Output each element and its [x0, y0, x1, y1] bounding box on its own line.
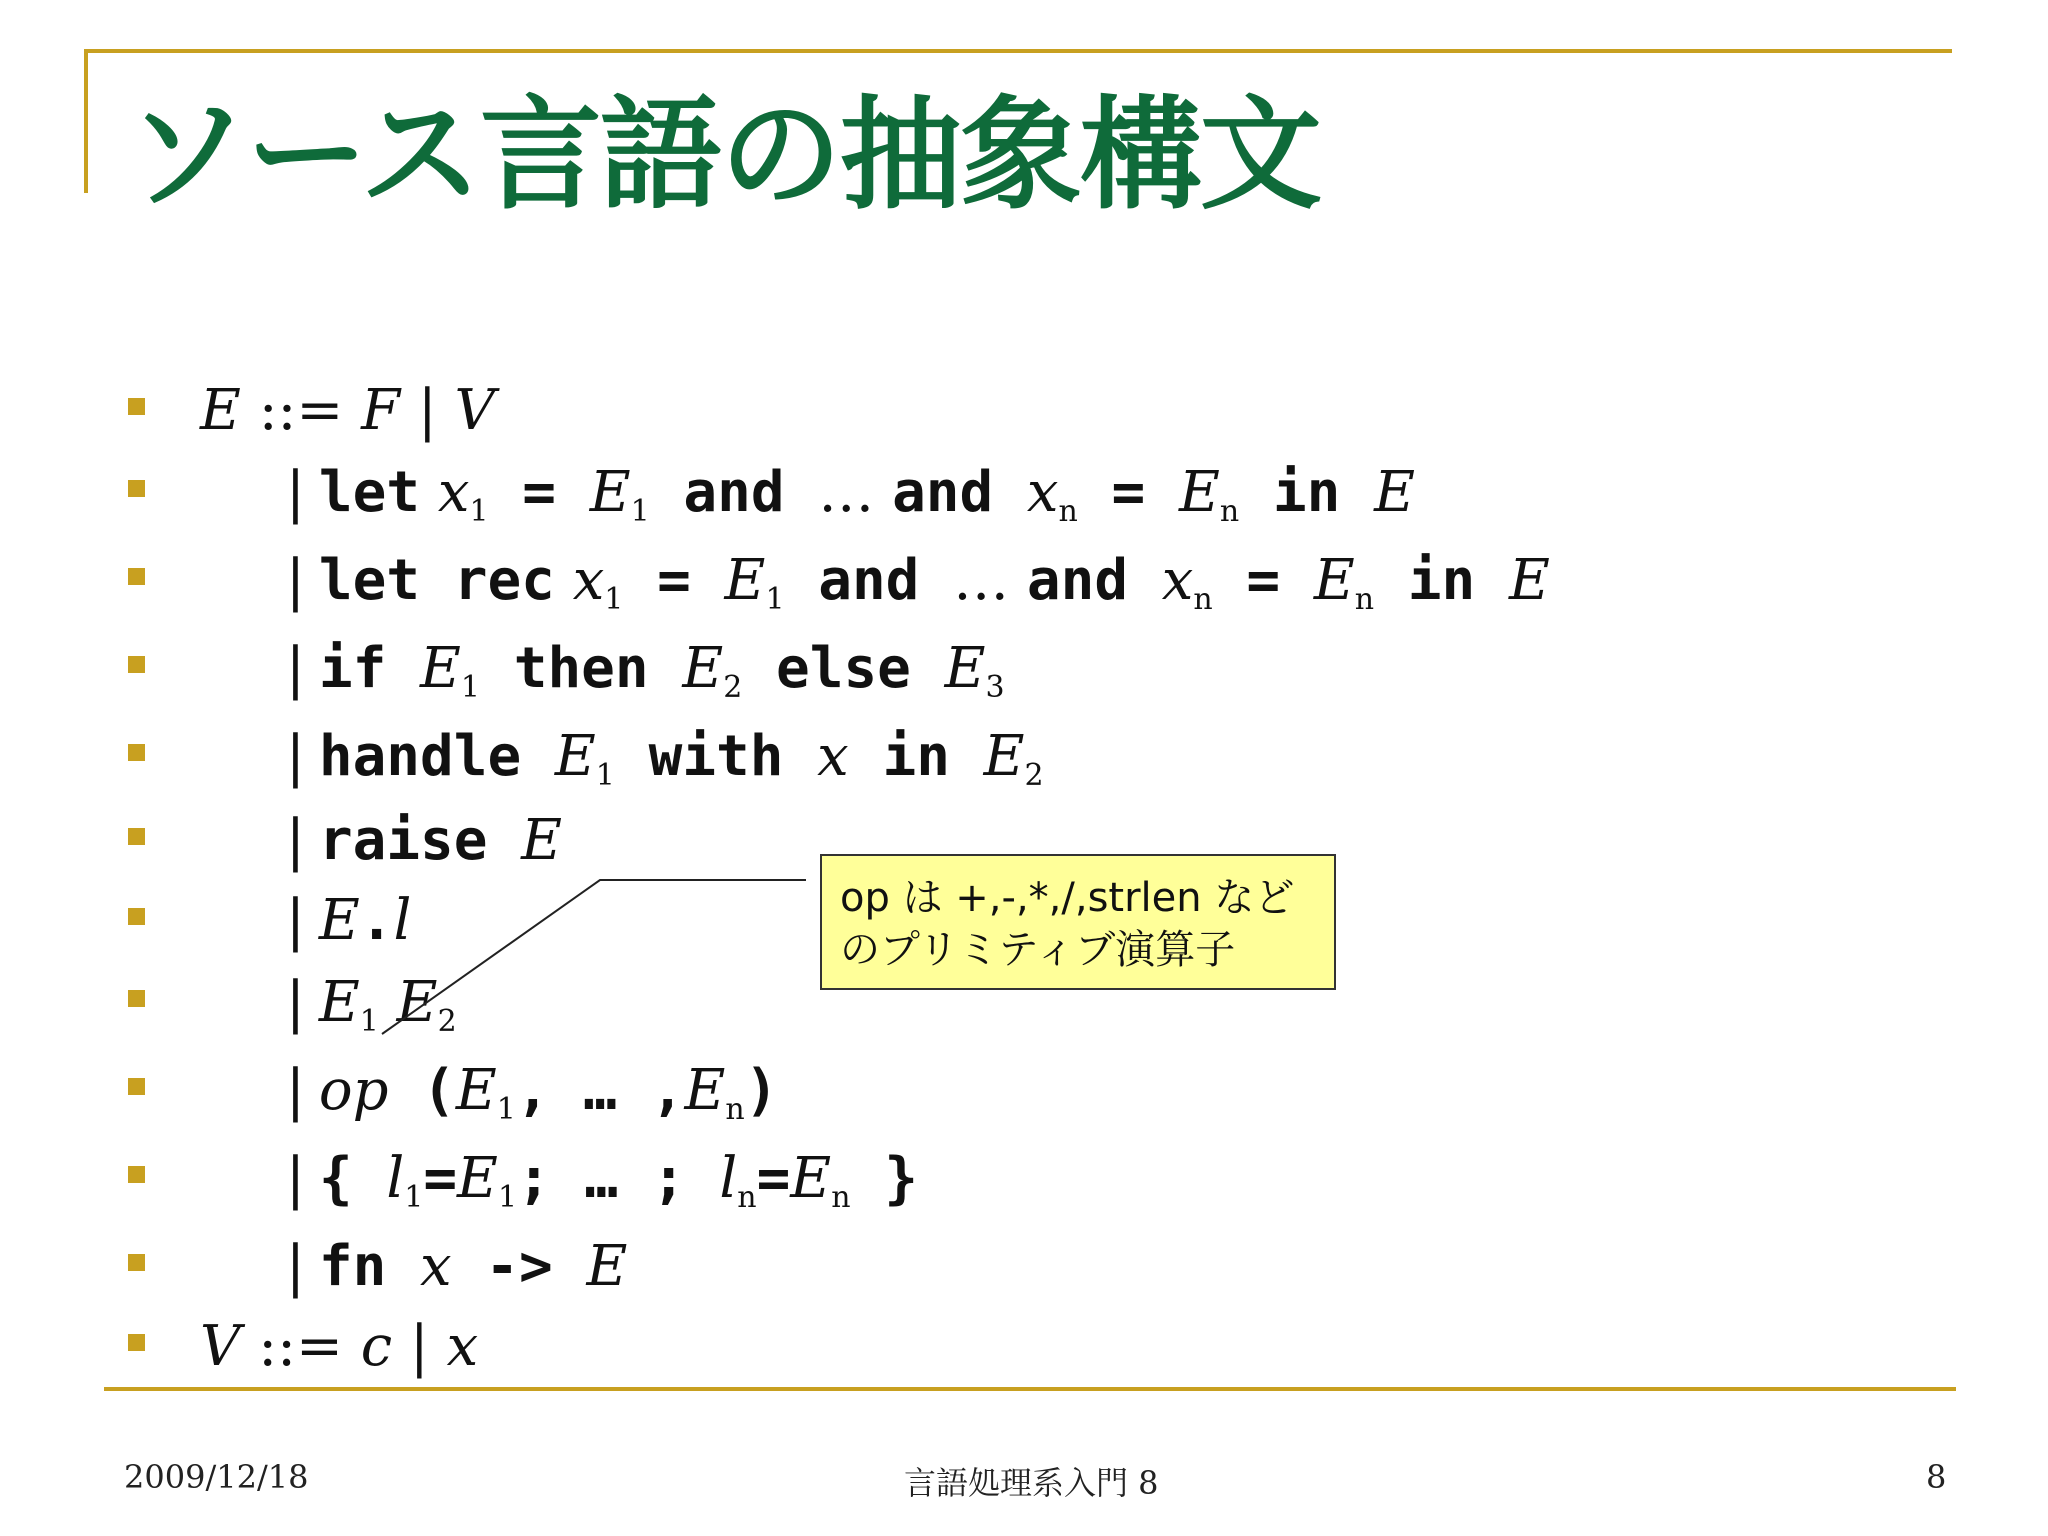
grammar-line: | op ($E_1$, … $,E_n$) [286, 1058, 779, 1127]
grammar-line: V ::= c | x [200, 1314, 479, 1379]
callout-pointer [382, 880, 806, 1034]
grammar-line: | { $l_1=E_1$; … ; $l_n=E_n$ } [286, 1146, 918, 1215]
slide-title: ソース言語の抽象構文 [126, 84, 1320, 226]
footer-course-title: 言語処理系入門 8 [904, 1464, 1159, 1502]
callout-line-2: のプリミティブ演算子 [840, 927, 1236, 973]
footer-divider [104, 1387, 1956, 1391]
grammar-line: E ::= F | V [200, 378, 495, 443]
grammar-line: | $E_1$ $E_2$ [286, 970, 457, 1039]
page-number: 8 [1926, 1458, 1947, 1496]
grammar-line: | handle $E_1$ with x in $E_2$ [286, 724, 1044, 793]
grammar-line: | let rec $x_1 = E_1$ and … and $x_n = E_n$ in E [286, 548, 1550, 617]
grammar-line: | let $x_1 = E_1$ and … and $x_n = E_n$ in E [286, 460, 1415, 529]
callout-note [820, 854, 1336, 990]
grammar-line: | E.l [286, 888, 412, 953]
grammar-line: | if $E_1$ then $E_2$ else $E_3$ [286, 636, 1005, 705]
footer-date: 2009/12/18 [124, 1458, 309, 1496]
callout-line-1: op は +,-,*,/,strlen など [840, 875, 1295, 921]
grammar-line: | raise E [286, 808, 563, 873]
grammar-line: | fn x -> E [286, 1234, 628, 1299]
